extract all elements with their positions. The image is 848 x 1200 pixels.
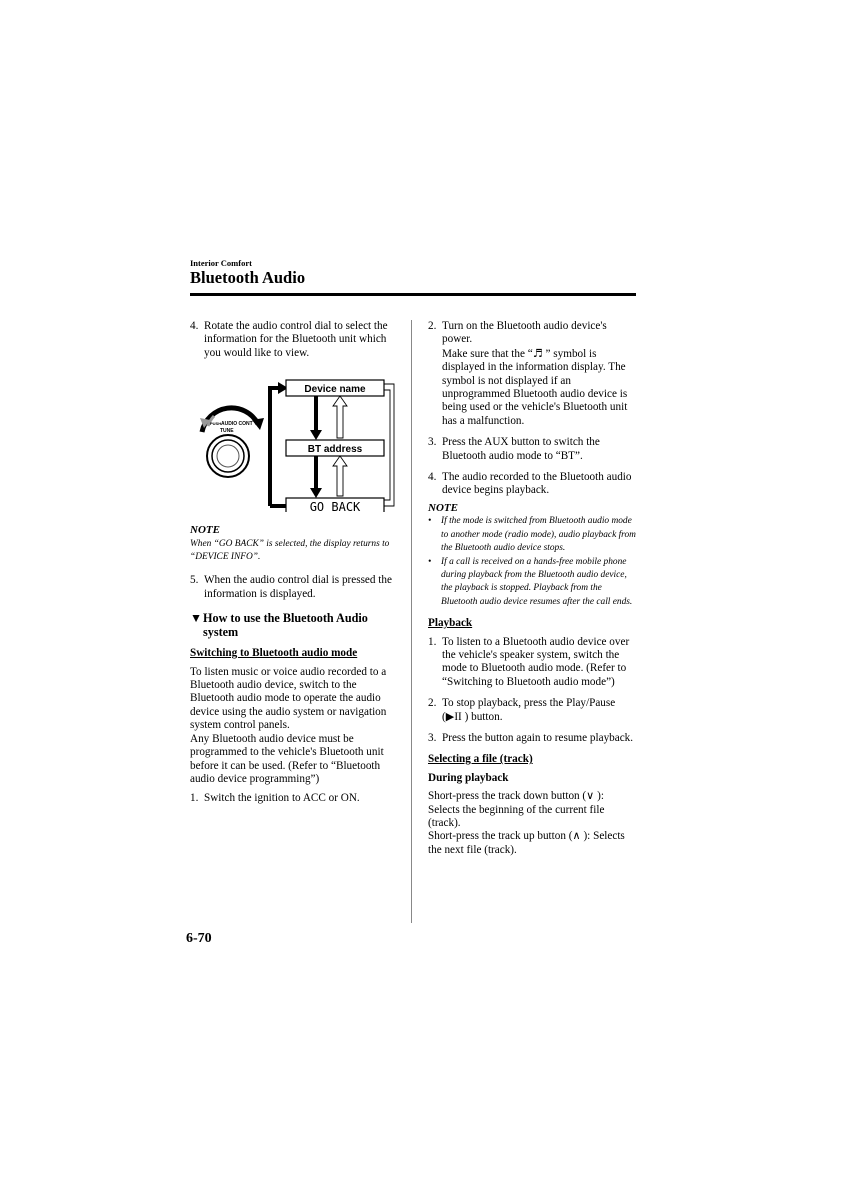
step-4-rotate: 4. Rotate the audio control dial to select the information for the Bluetooth unit which you would like to view. bbox=[190, 320, 388, 359]
step-1-ignition: 1. Switch the ignition to ACC or ON. bbox=[190, 792, 360, 805]
playback-step-3: 3. Press the button again to resume playback. bbox=[428, 731, 634, 744]
dial-label-tune: TUNE bbox=[220, 428, 234, 435]
column-divider bbox=[411, 320, 412, 923]
title-rule bbox=[190, 293, 636, 296]
dial-label-push: PUSH bbox=[210, 421, 222, 427]
step-2-power: 2. Turn on the Bluetooth audio device's power. Make sure that the “♬ ” symbol is displayed in the information display. The symbol is not displayed if an unprogrammed Bluetooth audio device is being used or the vehicle's Bluetooth unit has a malfunction. bbox=[428, 320, 628, 427]
note-bullet-1: • If the mode is switched from Bluetooth audio mode to another mode (radio mode), audio playback from the Bluetooth audio device stops. bbox=[428, 516, 636, 554]
bluetooth-audio-symbol-icon: ♬ bbox=[532, 346, 543, 360]
note-bullet-2: • If a call is received on a hands-free mobile phone during playback from the Bluetooth audio device, the playback is stopped. Playback from the Bluetooth audio device resumes after the call ends. bbox=[428, 556, 633, 607]
step-3-aux: 3. Press the AUX button to switch the Bluetooth audio mode to “BT”. bbox=[428, 436, 600, 462]
paragraph-programming: Any Bluetooth audio device must be programmed to the vehicle's Bluetooth unit before it can be used. (Refer to “Bluetooth audio device programming”) bbox=[190, 732, 384, 785]
select-track-up: Short-press the track up button (∧ ): Selects the next file (track). bbox=[428, 830, 625, 856]
left-column bbox=[190, 320, 398, 814]
note-title: NOTE bbox=[190, 524, 220, 537]
playback-step-1: 1. To listen to a Bluetooth audio device over the vehicle's speaker system, switch the mode to Bluetooth audio mode. (Refer to “Switching to Bluetooth audio mode”) bbox=[428, 635, 630, 688]
dial-label-main: AUDIO CONT bbox=[221, 421, 253, 428]
subheading-selecting: Selecting a file (track) bbox=[428, 753, 533, 766]
step-4-playback: 4. The audio recorded to the Bluetooth audio device begins playback. bbox=[428, 471, 632, 497]
go-back-box: GO BACK bbox=[309, 500, 361, 513]
audio-dial-icon bbox=[207, 435, 249, 477]
bt-address-box: BT address bbox=[307, 444, 363, 456]
subheading-playback: Playback bbox=[428, 617, 473, 630]
section-heading: ▼ How to use the Bluetooth Audio system bbox=[190, 611, 368, 640]
device-name-box: Device name bbox=[304, 384, 366, 396]
note-title-right: NOTE bbox=[428, 501, 458, 514]
page-title: Bluetooth Audio bbox=[190, 268, 306, 287]
section-label: Interior Comfort bbox=[190, 258, 252, 268]
step-5-press: 5. When the audio control dial is pressed the information is displayed. bbox=[190, 574, 392, 600]
subheading-switching: Switching to Bluetooth audio mode bbox=[190, 647, 358, 660]
subheading-during: During playback bbox=[428, 771, 509, 784]
triangle-marker-icon: ▼ bbox=[190, 611, 203, 626]
playback-step-2: 2. To stop playback, press the Play/Pause (▶II ) button. bbox=[428, 697, 616, 723]
select-track-down: Short-press the track down button (∨ ): Selects the beginning of the current file (track). bbox=[428, 790, 605, 829]
note-text: When “GO BACK” is selected, the display returns to “DEVICE INFO”. bbox=[190, 538, 390, 563]
paragraph-intro: To listen music or voice audio recorded to a Bluetooth audio device, switch to the Bluetooth audio mode to operate the audio device using the audio system or navigation system control panels. bbox=[190, 665, 387, 732]
dial-diagram bbox=[190, 372, 400, 512]
right-column bbox=[428, 320, 636, 857]
page-number: 6-70 bbox=[186, 931, 212, 946]
